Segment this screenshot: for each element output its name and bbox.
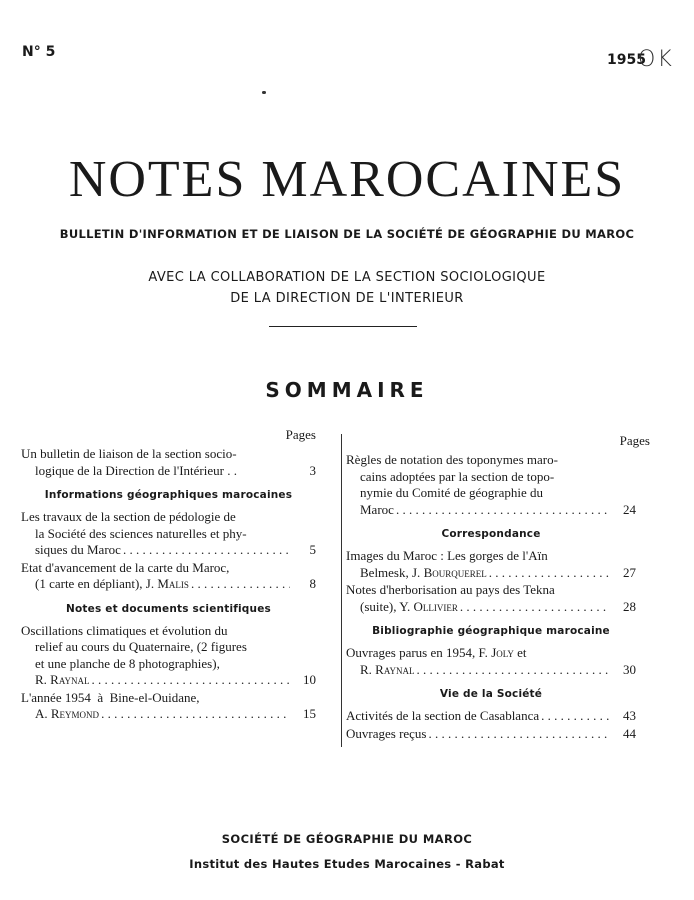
toc-entry-text: cains adoptées par la section de topo- [360,468,555,484]
column-divider [341,434,342,747]
toc-entry-text: Maroc [360,501,394,517]
toc-page-number: 5 [309,542,316,557]
toc-entry [21,509,316,559]
toc-entry [21,446,316,479]
footer-institute: Institut des Hautes Etudes Marocaines - Rabat [189,857,505,871]
toc-entry-text: Images du Maroc : Les gorges de l'Aïn [346,548,548,563]
toc-entry [21,623,316,689]
toc-entry-text: (1 carte en dépliant), J. [35,576,155,591]
collaboration-line-2: DE LA DIRECTION DE L'INTERIEUR [230,291,464,306]
toc-entry-text: siques du Maroc [35,542,121,557]
dot-leader [460,599,610,616]
toc-entry-text: Notes d'herborisation au pays des Tekna [346,582,555,597]
toc-entry-text: logique de la Direction de l'Intérieur . . [35,462,237,478]
toc-entry-text: A. [35,706,48,721]
toc-entry-text: la Société des sciences naturelles et phy- [35,525,247,541]
toc-page-number: 30 [623,661,636,677]
toc-entry-text: relief au cours du Quaternaire, (2 figures [35,639,247,654]
dot-leader [489,565,610,582]
toc-page-number: 43 [623,708,636,723]
section-heading: Correspondance [441,528,541,540]
toc-author: Raynal [375,661,415,677]
dot-leader [429,726,611,743]
toc-entry-text: R. [360,661,372,677]
contents-right-column [346,433,650,743]
section-heading: Notes et documents scientifiques [66,602,271,615]
pages-label: Pages [285,427,316,442]
toc-entry-text: L'année 1954 à Bine-el-Ouidane, [21,689,200,705]
toc-author: Reymond [50,706,100,721]
toc-entry-text: Règles de notation des toponymes maro- [346,452,558,467]
toc-entry-text: Ouvrages reçus [346,725,427,741]
toc-page-number: 10 [303,672,316,687]
dot-leader [92,672,290,689]
dot-leader [101,706,290,723]
dot-leader [191,576,290,593]
section-heading: Vie de la Société [439,688,543,700]
toc-entry-text: Oscillations climatiques et évolution du [21,622,228,638]
toc-entry [346,726,636,743]
toc-entry-text: (suite), Y. [360,598,411,614]
toc-entry [346,452,636,518]
toc-entry [21,560,316,593]
handwritten-mark: OK [638,47,674,72]
toc-entry [346,548,636,581]
contents-heading: SOMMAIRE [265,378,429,402]
journal-title: NOTES MAROCAINES [68,151,626,208]
toc-entry-text: nymie du Comité de géographie du [360,485,544,500]
title-divider [269,326,417,327]
section-heading: Bibliographie géographique marocaine [372,625,610,637]
dot-leader [541,708,610,725]
toc-entry [346,708,636,725]
toc-page-number: 44 [623,725,636,741]
toc-page-number: 27 [623,564,636,580]
toc-author: Raynal [50,672,90,687]
toc-page-number: 8 [309,576,316,591]
toc-author: Bourquerel [423,564,487,580]
journal-subtitle: BULLETIN D'INFORMATION ET DE LIAISON DE LA SOCIÉTÉ DE GÉOGRAPHIE DU MAROC [59,227,635,241]
toc-page-number: 28 [623,598,636,614]
toc-entry-text: Un bulletin de liaison de la section socio- [21,446,237,461]
toc-entry [346,645,636,678]
issue-number: N° 5 [22,44,56,60]
toc-entry-text: Ouvrages parus en 1954, F. [346,645,488,660]
toc-entry-text: Activités de la section de Casablanca [346,708,540,723]
toc-page-number: 3 [309,462,316,478]
collaboration-line-1: AVEC LA COLLABORATION DE LA SECTION SOCIOLOGIQUE [148,270,546,285]
toc-entry-text: Les travaux de la section de pédologie de [21,509,236,524]
pages-label: Pages [619,433,650,448]
toc-page-number: 24 [623,501,636,517]
toc-entry-text: et une planche de 8 photographies), [35,655,220,671]
toc-author: Ollivier [413,598,458,614]
toc-entry-text: Etat d'avancement de la carte du Maroc, [21,559,230,575]
contents-left-column [21,427,316,724]
toc-entry-text: R. [35,672,47,687]
footer-society: SOCIÉTÉ DE GÉOGRAPHIE DU MAROC [221,832,473,846]
dot-leader [417,662,610,679]
toc-page-number: 15 [303,706,316,721]
toc-author: Joly [491,645,514,660]
toc-entry-text: Belmesk, J. [360,564,421,580]
dot-leader [123,542,290,559]
section-heading: Informations géographiques marocaines [44,489,293,501]
toc-entry [21,690,316,723]
issue-year: 1955 [607,52,646,68]
dot-leader [396,502,610,519]
ink-speck [262,91,266,94]
toc-joiner: et [517,645,527,660]
toc-author: Malis [157,576,189,591]
toc-entry [346,582,636,615]
